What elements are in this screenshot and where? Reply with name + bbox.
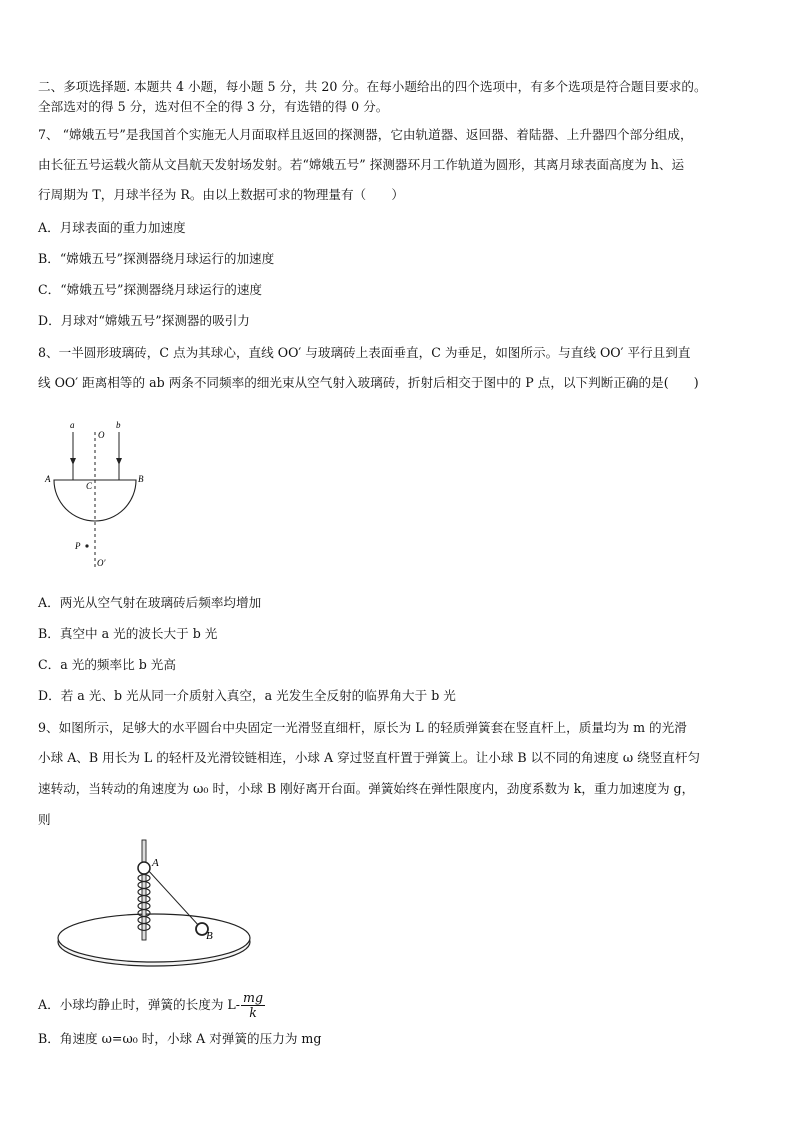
q8-glass-brick-figure: [40, 418, 160, 578]
label-a-point: A: [45, 474, 51, 484]
q9-stem-line-2: 小球 A、B 用长为 L 的轻杆及光滑铰链相连，小球 A 穿过竖直杆置于弹簧上。让小球 B 以不同的角速度 ω 绕竖直杆匀: [38, 750, 701, 765]
q9-turntable-figure: [52, 836, 262, 981]
point-p: [85, 544, 88, 547]
ray-a-arrow: [70, 458, 76, 465]
section-heading-line-1: 二、多项选择题. 本题共 4 小题，每小题 5 分，共 20 分。在每小题给出的四个选项中，有多个选项是符合题目要求的。: [38, 79, 707, 94]
q9-stem-line-4: 则: [38, 812, 51, 827]
q7-stem-line-3: 行周期为 T，月球半径为 R。由以上数据可求的物理量有（ ）: [38, 187, 404, 202]
q9-stem-line-1: 9、如图所示，足够大的水平圆台中央固定一光滑竖直细杆，原长为 L 的轻质弹簧套在竖直杆上，质量均为 m 的光滑: [38, 720, 687, 735]
q7-option-c: C．“嫦娥五号”探测器绕月球运行的速度: [38, 282, 263, 297]
turntable-top: [58, 914, 250, 962]
q7-stem-line-2: 由长征五号运载火箭从文昌航天发射场发射。若“嫦娥五号” 探测器环月工作轨道为圆形，其离月球表面高度为 h、运: [38, 157, 685, 172]
q8-option-d: D．若 a 光、b 光从同一介质射入真空，a 光发生全反射的临界角大于 b 光: [38, 688, 456, 703]
fraction-numerator: mg: [243, 990, 264, 1005]
label-a: a: [70, 420, 75, 430]
q8-option-c: C．a 光的频率比 b 光高: [38, 657, 176, 672]
label-o: O: [98, 430, 105, 440]
ray-b-arrow: [116, 458, 122, 465]
label-ball-b: B: [206, 930, 213, 942]
q9-stem-line-3: 速转动，当转动的角速度为 ω₀ 时，小球 B 刚好离开台面。弹簧始终在弹性限度内，劲度系数为 k，重力加速度为 g，: [38, 781, 695, 796]
label-o-prime: O′: [97, 558, 106, 568]
q9-option-a-text: A．小球均静止时，弹簧的长度为 L-: [38, 997, 241, 1012]
q8-stem-line-2: 线 OO′ 距离相等的 ab 两条不同频率的细光束从空气射入玻璃砖，折射后相交于图中的 P 点，以下判断正确的是( ): [38, 375, 699, 390]
q8-option-a: A．两光从空气射在玻璃砖后频率均增加: [38, 595, 262, 610]
q9-option-b: B．角速度 ω=ω₀ 时，小球 A 对弹簧的压力为 mg: [38, 1031, 322, 1046]
label-ball-a: A: [152, 857, 159, 869]
fraction-denominator: k: [249, 1005, 257, 1020]
section-heading-line-2: 全部选对的得 5 分，选对但不全的得 3 分，有选错的得 0 分。: [38, 99, 389, 114]
label-c: C: [86, 481, 93, 491]
ball-a: [138, 862, 150, 874]
label-b: b: [116, 420, 121, 430]
q9-option-a: [38, 991, 265, 1020]
fraction-mg-over-k: [241, 991, 265, 1020]
q8-stem-line-1: 8、一半圆形玻璃砖，C 点为其球心，直线 OO′ 与玻璃砖上表面垂直，C 为垂足，如图所示。与直线 OO′ 平行且到直: [38, 345, 691, 360]
q7-stem-line-1: 7、 “嫦娥五号”是我国首个实施无人月面取样且返回的探测器，它由轨道器、返回器、着陆器、上升器四个部分组成，: [38, 127, 693, 142]
label-b-point: B: [138, 474, 144, 484]
vertical-rod: [142, 840, 146, 940]
q8-option-b: B．真空中 a 光的波长大于 b 光: [38, 626, 218, 641]
q7-option-b: B．“嫦娥五号”探测器绕月球运行的加速度: [38, 251, 275, 266]
q7-option-d: D．月球对“嫦娥五号”探测器的吸引力: [38, 313, 250, 328]
label-p: P: [75, 541, 81, 551]
q7-option-a: A．月球表面的重力加速度: [38, 220, 186, 235]
